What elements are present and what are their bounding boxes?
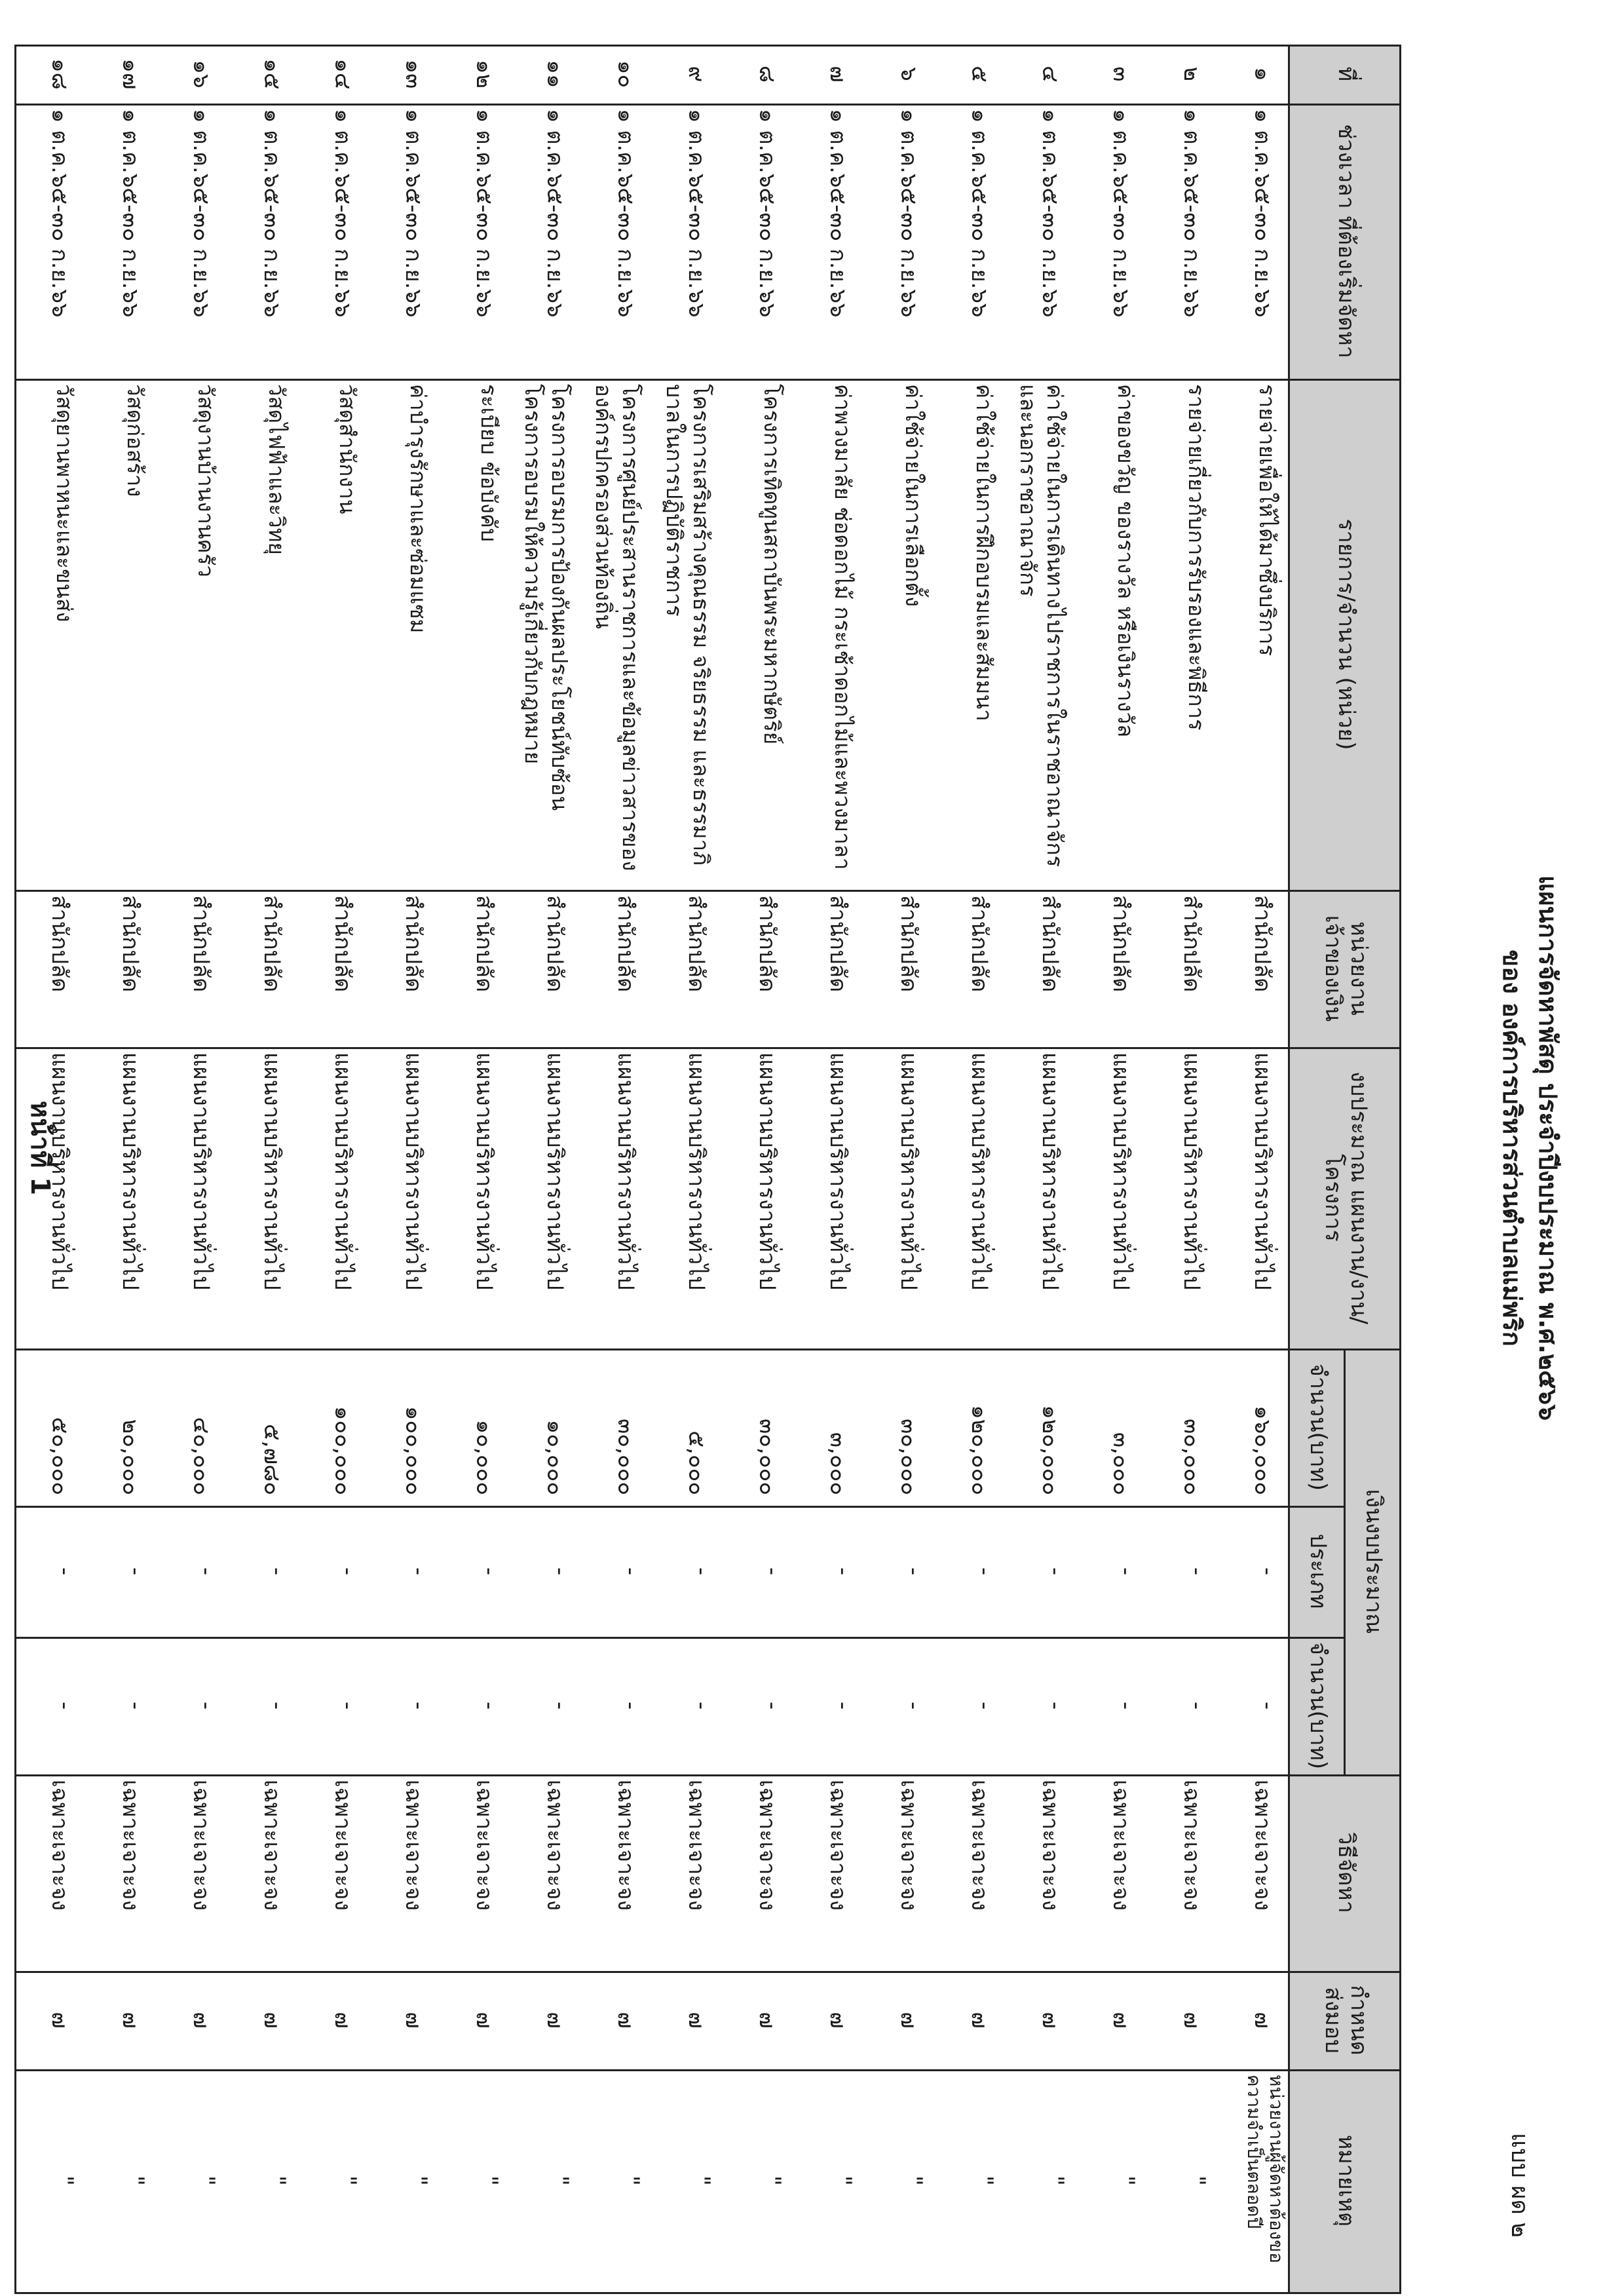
cell-no: ๑๘ [47,58,73,90]
cell-amount: ๓,๐๐๐ [1108,1432,1134,1495]
cell-period: ๑ ต.ค.๖๕-๓๐ ก.ย.๖๖ [683,109,709,318]
cell-owner: สำนักปลัด [330,895,356,993]
header-deadline: กำหนด ส่งมอบ [1290,1971,1401,2069]
cell-no: ๑๖ [188,60,214,88]
cell-no: ๙ [683,66,709,83]
cell-method: เฉพาะเจาะจง [471,1780,497,1911]
cell-period: ๑ ต.ค.๖๕-๓๐ ก.ย.๖๖ [613,109,639,318]
document-subtitle: ของ องค์การบริหารส่วนตำบลแม่พริก [1498,949,1526,1347]
cell-type: - [547,1567,573,1576]
cell-item: โครงการเทิดทูนสถาบันพระมหากษัตริย์ [759,384,785,745]
cell-no: ๑๑ [542,60,568,88]
cell-owner: สำนักปลัด [1108,895,1134,993]
cell-period: ๑ ต.ค.๖๕-๓๐ ก.ย.๖๖ [966,109,992,318]
cell-type: - [901,1567,927,1576]
cell-remark: " [830,2175,856,2186]
cell-deadline: ๗ [471,2012,497,2029]
table-rule [16,1047,1401,1049]
cell-no: ๕ [966,66,992,83]
cell-owner: สำนักปลัด [117,895,143,993]
cell-method: เฉพาะเจาะจง [896,1780,922,1911]
cell-method: เฉพาะเจาะจง [613,1780,639,1911]
cell-period: ๑ ต.ค.๖๕-๓๐ ก.ย.๖๖ [1037,109,1063,318]
cell-extra: - [901,1701,927,1710]
cell-type: - [1255,1567,1281,1576]
cell-amount: ๑๐,๐๐๐ [471,1419,497,1495]
cell-amount: ๒๐,๐๐๐ [117,1419,143,1495]
cell-remark: " [123,2175,149,2186]
cell-remark: " [52,2175,78,2186]
cell-method: เฉพาะเจาะจง [1037,1780,1063,1911]
cell-no: ๑๐ [613,60,639,88]
cell-plan: แผนงานบริหารงานทั่วไป [47,1052,73,1290]
cell-owner: สำนักปลัด [683,895,709,993]
cell-method: เฉพาะเจาะจง [683,1780,709,1911]
table-rule [16,1506,1346,1508]
cell-plan: แผนงานบริหารงานทั่วไป [188,1052,214,1290]
cell-no: ๘ [754,65,780,83]
cell-type: - [476,1567,502,1576]
cell-item: ค่าใช้จ่ายในการฝึกอบรมและสัมมนา [972,384,997,721]
cell-amount: ๓๐,๐๐๐ [896,1418,922,1495]
header-extra-amount: จำนวน(บาท) [1290,1637,1346,1774]
cell-item: ค่าใช้จ่ายในการเดินทางไปราชการในราชอาณาจักรและนอกราชอาณาจักร [1015,384,1068,868]
cell-amount: ๓๐,๐๐๐ [613,1418,639,1495]
cell-extra: - [335,1701,361,1710]
cell-amount: ๕,๐๐๐ [683,1430,709,1495]
table-rule [14,45,16,2294]
cell-type: - [406,1567,432,1576]
cell-amount: ๓๐,๐๐๐ [754,1418,780,1495]
table-rule [16,104,1401,105]
cell-deadline: ๗ [47,2012,73,2029]
cell-no: ๑๔ [330,58,356,90]
cell-period: ๑ ต.ค.๖๕-๓๐ ก.ย.๖๖ [896,109,922,318]
cell-extra: - [1255,1701,1281,1710]
cell-plan: แผนงานบริหารงานทั่วไป [259,1052,285,1290]
cell-remark: " [406,2175,432,2186]
cell-plan: แผนงานบริหารงานทั่วไป [966,1052,992,1290]
cell-remark: " [476,2175,502,2186]
cell-item: วัสดุสำนักงาน [335,384,360,514]
cell-period: ๑ ต.ค.๖๕-๓๐ ก.ย.๖๖ [1179,109,1205,318]
cell-item: โครงการศูนย์ประสานราชการและข้อมูลข่าวสารขององค์กรปกครองส่วนท้องถิ่น [590,384,643,871]
cell-type: - [52,1567,78,1576]
table-rule [16,379,1401,381]
cell-owner: สำนักปลัด [825,895,851,993]
cell-no: ๑๒ [471,60,497,88]
cell-amount: ๑๖๐,๐๐๐ [1249,1406,1275,1495]
cell-type: - [618,1567,644,1576]
cell-owner: สำนักปลัด [47,895,73,993]
cell-plan: แผนงานบริหารงานทั่วไป [825,1052,851,1290]
cell-period: ๑ ต.ค.๖๕-๓๐ ก.ย.๖๖ [754,109,780,318]
cell-extra: - [1113,1701,1139,1710]
cell-owner: สำนักปลัด [613,895,639,993]
cell-deadline: ๗ [542,2012,568,2029]
cell-owner: สำนักปลัด [400,895,426,993]
cell-amount: ๑๒๐,๐๐๐ [966,1405,992,1495]
cell-deadline: ๗ [1037,2012,1063,2029]
cell-extra: - [52,1701,78,1710]
cell-extra: - [476,1701,502,1710]
header-period: ช่วงเวลา ที่ต้องเริ่มจัดหา [1290,104,1401,379]
cell-type: - [1113,1567,1139,1576]
cell-method: เฉพาะเจาะจง [542,1780,568,1911]
remark-note: หน่วยงานผู้จัดหาต้องขอความจำเป็นตลอดปี [1243,2075,1287,2264]
cell-item: โครงการเสริมสร้างคุณธรรม จริยธรรม และธรรมาภิบาลในการปฏิบัติราชการ [661,384,714,866]
cell-extra: - [618,1701,644,1710]
cell-amount: ๑๐๐,๐๐๐ [330,1406,356,1495]
cell-period: ๑ ต.ค.๖๕-๓๐ ก.ย.๖๖ [471,109,497,318]
cell-owner: สำนักปลัด [188,895,214,993]
cell-plan: แผนงานบริหารงานทั่วไป [754,1052,780,1290]
cell-amount: ๑๐๐,๐๐๐ [400,1406,426,1495]
cell-remark: " [618,2175,644,2186]
cell-deadline: ๗ [1108,2012,1134,2029]
cell-item: รายจ่ายเกี่ยวกับการรับรองและพิธีการ [1184,384,1209,731]
cell-amount: ๓,๐๐๐ [825,1432,851,1495]
cell-type: - [689,1567,715,1576]
cell-period: ๑ ต.ค.๖๕-๓๐ ก.ย.๖๖ [825,109,851,318]
cell-extra: - [972,1701,998,1710]
cell-type: - [1042,1567,1068,1576]
cell-remark: " [689,2175,715,2186]
cell-method: เฉพาะเจาะจง [47,1780,73,1911]
cell-deadline: ๗ [400,2012,426,2029]
cell-extra: - [406,1701,432,1710]
table-rule [16,890,1401,892]
form-code: แบบ ผด ๒ [1506,2133,1533,2238]
cell-method: เฉพาะเจาะจง [1249,1780,1275,1911]
cell-deadline: ๗ [188,2012,214,2029]
cell-type: - [972,1567,998,1576]
cell-deadline: ๗ [1179,2012,1205,2029]
cell-owner: สำนักปลัด [896,895,922,993]
cell-extra: - [759,1701,785,1710]
cell-no: ๑๗ [117,58,143,90]
cell-type: - [759,1567,785,1576]
cell-plan: แผนงานบริหารงานทั่วไป [1108,1052,1134,1290]
table-rule [16,2292,1401,2294]
table-rule [16,2069,1401,2071]
cell-item: ระเบียบ ข้อบังคับ [476,384,502,542]
cell-extra: - [547,1701,573,1710]
cell-amount: ๑๐,๐๐๐ [542,1419,568,1495]
cell-amount: ๕,๗๘๐ [259,1423,285,1495]
header-item: รายการ/จำนวน (หน่วย) [1290,379,1401,890]
cell-extra: - [1184,1701,1210,1710]
cell-extra: - [830,1701,856,1710]
cell-period: ๑ ต.ค.๖๕-๓๐ ก.ย.๖๖ [1108,109,1134,318]
cell-period: ๑ ต.ค.๖๕-๓๐ ก.ย.๖๖ [188,109,214,318]
procurement-table [6,45,1401,2296]
cell-owner: สำนักปลัด [966,895,992,993]
cell-period: ๑ ต.ค.๖๕-๓๐ ก.ย.๖๖ [330,109,356,318]
cell-amount: ๓๐,๐๐๐ [1179,1418,1205,1495]
cell-extra: - [193,1701,219,1710]
cell-extra: - [264,1701,290,1710]
cell-remark: " [972,2175,998,2186]
cell-plan: แผนงานบริหารงานทั่วไป [471,1052,497,1290]
cell-item: วัสดุไฟฟ้าและวิทยุ [264,384,290,555]
cell-plan: แผนงานบริหารงานทั่วไป [1037,1052,1063,1290]
table-rule [1399,45,1401,2294]
cell-item: ค่าใช้จ่ายในการเลือกตั้ง [901,384,926,607]
cell-remark: " [335,2175,361,2186]
cell-item: โครงการอบรมการป้องกันผลประโยชน์ทับซ้อนโครงการอบรมให้ความรู้เกี่ยวกับกฎหมาย [519,384,573,811]
cell-type: - [335,1567,361,1576]
cell-period: ๑ ต.ค.๖๕-๓๐ ก.ย.๖๖ [542,109,568,318]
table-rule [16,1637,1346,1639]
cell-amount: ๔๐,๐๐๐ [188,1417,214,1495]
cell-plan: แผนงานบริหารงานทั่วไป [542,1052,568,1290]
header-type: ประเภท [1290,1506,1346,1637]
cell-owner: สำนักปลัด [259,895,285,993]
cell-deadline: ๗ [896,2012,922,2029]
cell-owner: สำนักปลัด [754,895,780,993]
cell-extra: - [1042,1701,1068,1710]
table-rule [1344,1349,1346,1774]
cell-type: - [123,1567,149,1576]
cell-method: เฉพาะเจาะจง [1108,1780,1134,1911]
cell-period: ๑ ต.ค.๖๕-๓๐ ก.ย.๖๖ [1249,109,1275,318]
cell-remark: " [193,2175,219,2186]
cell-deadline: ๗ [1249,2012,1275,2029]
table-rule [16,1971,1401,1973]
cell-method: เฉพาะเจาะจง [754,1780,780,1911]
cell-plan: แผนงานบริหารงานทั่วไป [400,1052,426,1290]
cell-remark: " [901,2175,927,2186]
cell-deadline: ๗ [966,2012,992,2029]
cell-no: ๓ [1108,66,1134,82]
cell-method: เฉพาะเจาะจง [117,1780,143,1911]
cell-remark: " [1113,2175,1139,2186]
cell-plan: แผนงานบริหารงานทั่วไป [1179,1052,1205,1290]
cell-method: เฉพาะเจาะจง [400,1780,426,1911]
header-amount: จำนวน(บาท) [1290,1349,1346,1506]
cell-item: วัสดุยานพาหนะและขนส่ง [52,384,77,622]
table-rule [1288,45,1290,2294]
cell-deadline: ๗ [683,2012,709,2029]
cell-no: ๑๓ [400,59,426,89]
cell-no: ๑๕ [259,58,285,90]
cell-owner: สำนักปลัด [1037,895,1063,993]
header-owner: หน่วยงาน เจ้าของเงิน [1290,890,1401,1047]
cell-amount: ๑๒๐,๐๐๐ [1037,1405,1063,1495]
cell-remark: " [264,2175,290,2186]
cell-item: ค่าบำรุงรักษาและซ่อมแซม [406,384,431,634]
cell-item: วัสดุก่อสร้าง [123,384,148,497]
page-number: หน้าที่ 1 [25,1100,55,1196]
cell-item: รายจ่ายเพื่อให้ได้มาซึ่งบริการ [1255,384,1280,657]
cell-no: ๗ [825,66,851,83]
cell-owner: สำนักปลัด [1179,895,1205,993]
cell-period: ๑ ต.ค.๖๕-๓๐ ก.ย.๖๖ [259,109,285,318]
cell-item: ค่าของขวัญ ของรางวัล หรือเงินรางวัล [1113,384,1139,738]
cell-method: เฉพาะเจาะจง [966,1780,992,1911]
cell-item: วัสดุงานบ้านงานครัว [193,384,219,577]
cell-owner: สำนักปลัด [471,895,497,993]
cell-method: เฉพาะเจาะจง [1179,1780,1205,1911]
cell-deadline: ๗ [613,2012,639,2029]
header-remark: หมายเหตุ [1290,2069,1401,2292]
cell-remark: " [1042,2175,1068,2186]
cell-deadline: ๗ [117,2012,143,2029]
header-no: ที่ [1290,45,1401,104]
cell-remark: " [1184,2175,1210,2186]
cell-no: ๔ [1037,66,1063,83]
cell-no: ๑ [1249,67,1275,81]
cell-item: ค่าพวงมาลัย ช่อดอกไม้ กระเช้าดอกไม้และพวงมาลา [830,384,856,870]
cell-no: ๒ [1179,66,1205,82]
table-rule [16,1774,1401,1776]
cell-period: ๑ ต.ค.๖๕-๓๐ ก.ย.๖๖ [400,109,426,318]
cell-method: เฉพาะเจาะจง [330,1780,356,1911]
cell-deadline: ๗ [259,2012,285,2029]
cell-plan: แผนงานบริหารงานทั่วไป [613,1052,639,1290]
cell-type: - [193,1567,219,1576]
table-rule [16,1349,1401,1350]
cell-period: ๑ ต.ค.๖๕-๓๐ ก.ย.๖๖ [47,109,73,318]
cell-plan: แผนงานบริหารงานทั่วไป [683,1052,709,1290]
cell-owner: สำนักปลัด [1249,895,1275,993]
cell-method: เฉพาะเจาะจง [825,1780,851,1911]
cell-extra: - [689,1701,715,1710]
cell-deadline: ๗ [330,2012,356,2029]
table-rule [16,45,1401,47]
cell-deadline: ๗ [754,2012,780,2029]
cell-type: - [264,1567,290,1576]
cell-amount: ๕๐,๐๐๐ [47,1417,73,1495]
cell-plan: แผนงานบริหารงานทั่วไป [117,1052,143,1290]
header-budget-plan: งบประมาณ แผนงาน/งาน/โครงการ [1290,1047,1401,1349]
cell-method: เฉพาะเจาะจง [259,1780,285,1911]
cell-plan: แผนงานบริหารงานทั่วไป [330,1052,356,1290]
header-method: วิธีจัดหา [1290,1774,1401,1971]
cell-remark: " [547,2175,573,2186]
cell-owner: สำนักปลัด [542,895,568,993]
header-budget-group: เงินงบประมาณ [1346,1349,1401,1774]
cell-plan: แผนงานบริหารงานทั่วไป [1249,1052,1275,1290]
cell-remark: " [759,2175,785,2186]
cell-no: ๖ [896,67,922,81]
cell-type: - [830,1567,856,1576]
cell-method: เฉพาะเจาะจง [188,1780,214,1911]
cell-type: - [1184,1567,1210,1576]
cell-extra: - [123,1701,149,1710]
cell-plan: แผนงานบริหารงานทั่วไป [896,1052,922,1290]
cell-deadline: ๗ [825,2012,851,2029]
document-title: แผนการจัดหาพัสดุ ประจำปีงบประมาณ พ.ศ.๒๕๖๖ [1534,875,1562,1421]
cell-period: ๑ ต.ค.๖๕-๓๐ ก.ย.๖๖ [117,109,143,318]
